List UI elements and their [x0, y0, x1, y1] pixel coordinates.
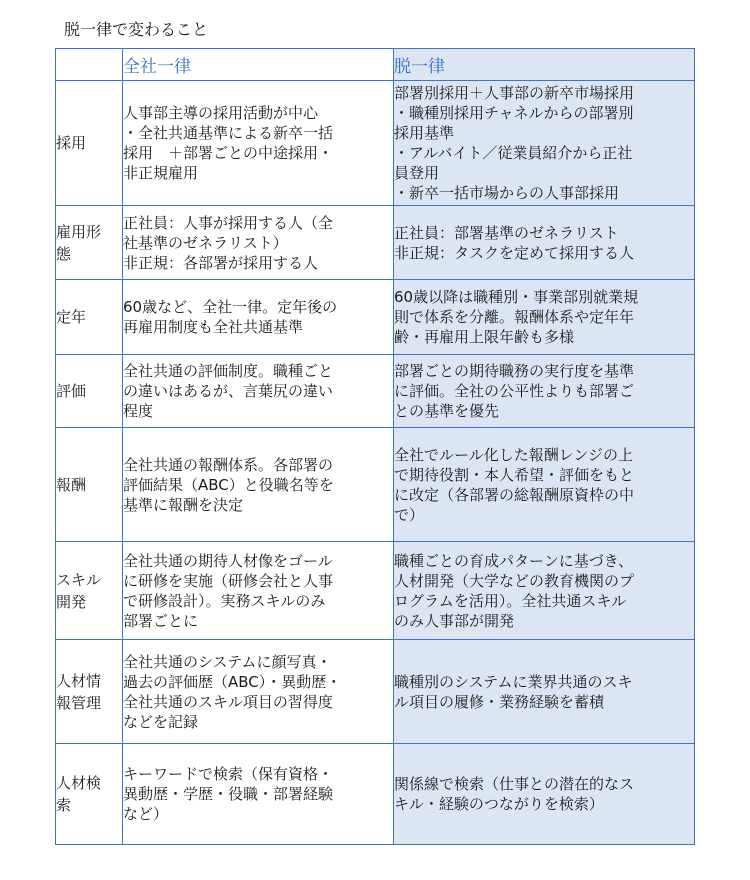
cell-text: 全社でルール化した報酬レンジの上 で期待役割・本人希望・評価をもと に改定（各部署の総報酬原資枠の中 で） — [394, 445, 635, 524]
cell-de-uniform — [394, 744, 695, 845]
header-company-wide: 全社一律 — [123, 49, 394, 81]
cell-text: 全社共通の期待人材像をゴール に研修を実施（研修会社と人事 で研修設計）。実務スキルのみ 部署ごとに — [123, 551, 334, 630]
category-text: 定年 — [56, 308, 87, 326]
cell-text: 正社員：部署基準のゼネラリスト 非正規：タスクを定めて採用する人 — [394, 223, 635, 262]
cell-text: 60歳など、全社一律。定年後の 再雇用制度も全社共通基準 — [123, 298, 338, 336]
cell-de-uniform — [394, 640, 695, 744]
cell-company-wide — [123, 206, 394, 280]
table-row — [56, 428, 695, 542]
cell-company-wide — [123, 744, 394, 845]
cell-company-wide — [123, 81, 394, 206]
category-text: 雇用形 態 — [56, 222, 102, 263]
cell-text: 全社共通のシステムに顔写真・ 過去の評価歴（ABC）・異動歴・ 全社共通のスキル項目の習得度 などを記録 — [123, 652, 342, 731]
table-row — [56, 81, 695, 206]
category-text: 報酬 — [56, 475, 87, 494]
row-category — [56, 81, 123, 206]
cell-text: 職種ごとの育成パターンに基づき、 人材開発（大学などの教育機関のプ ログラムを活用）。全社共通スキル のみ人事部が開発 — [394, 551, 635, 630]
cell-text: 全社共通の報酬体系。各部署の 評価結果（ABC）と役職名等を 基準に報酬を決定 — [123, 455, 334, 514]
header-de-uniform: 脱一律 — [394, 49, 695, 81]
header-row — [56, 49, 695, 81]
table-row — [56, 640, 695, 744]
cell-text: 部署ごとの期待職務の実行度を基準 に評価。全社の公平性よりも部署ご との基準を優先 — [394, 362, 635, 420]
cell-de-uniform — [394, 206, 695, 280]
cell-de-uniform — [394, 428, 695, 542]
cell-text: 部署別採用＋人事部の新卒市場採用 ・職種別採用チャネルからの部署別 採用基準 ・アルバイト／従業員紹介から正社 員登用 ・新卒一括市場からの人事部採用 — [394, 84, 635, 202]
cell-text: 全社共通の評価制度。職種ごと の違いはあるが、言葉尻の違い 程度 — [123, 362, 334, 420]
table-row — [56, 206, 695, 280]
cell-company-wide — [123, 355, 394, 428]
page-title: 脱一律で変わること — [64, 20, 209, 39]
category-text: 人材情 報管理 — [56, 671, 102, 712]
cell-company-wide — [123, 280, 394, 355]
row-category — [56, 280, 123, 355]
row-category — [56, 428, 123, 542]
cell-text: 関係線で検索（仕事との潜在的なス キル・経験のつながりを検索） — [394, 775, 635, 813]
table-row — [56, 280, 695, 355]
row-category — [56, 542, 123, 640]
table-row — [56, 542, 695, 640]
row-category — [56, 355, 123, 428]
row-category — [56, 206, 123, 280]
cell-text: 職種別のシステムに業界共通のスキ ル項目の履修・業務経験を蓄積 — [394, 672, 633, 711]
cell-company-wide — [123, 428, 394, 542]
row-category — [56, 640, 123, 744]
category-text: 人材検 索 — [56, 774, 102, 814]
cell-text: 60歳以降は職種別・事業部別就業規 則で体系を分離。報酬体系や定年年 齢・再雇用上限年齢も多様 — [394, 288, 639, 346]
comparison-table — [55, 48, 695, 845]
header-blank — [56, 49, 123, 81]
row-category — [56, 744, 123, 845]
cell-de-uniform — [394, 81, 695, 206]
table-row — [56, 744, 695, 845]
cell-company-wide — [123, 640, 394, 744]
cell-de-uniform — [394, 355, 695, 428]
cell-text: キーワードで検索（保有資格・ 異動歴・学歴・役職・部署経験 など） — [123, 765, 334, 823]
cell-text: 人事部主導の採用活動が中心 ・全社共通基準による新卒一括 採用 ＋部署ごとの中途採用・ 非正規雇用 — [123, 104, 334, 182]
category-text: 採用 — [56, 134, 87, 152]
category-text: スキル 開発 — [56, 570, 101, 611]
cell-de-uniform — [394, 542, 695, 640]
cell-de-uniform — [394, 280, 695, 355]
table-row — [56, 355, 695, 428]
cell-text: 正社員：人事が採用する人（全 社基準のゼネラリスト） 非正規：各部署が採用する人 — [123, 213, 334, 272]
cell-company-wide — [123, 542, 394, 640]
category-text: 評価 — [56, 382, 87, 400]
